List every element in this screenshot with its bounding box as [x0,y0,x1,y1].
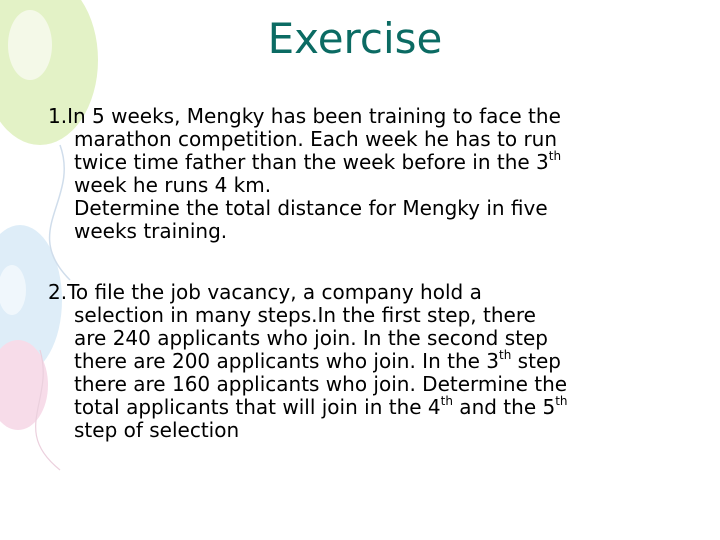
page-title: Exercise [267,14,443,63]
exercise-2-line-3: are 240 applicants who join. In the second step [74,326,548,350]
exercise-1 [48,105,688,243]
exercise-2-line-7: step of selection [74,418,240,442]
exercise-2-line-1: 2.To file the job vacancy, a company hold a [48,280,482,304]
exercise-2 [48,281,688,442]
ordinal-suffix: th [555,394,568,408]
ordinal-suffix: th [499,348,512,362]
ordinal-suffix: th [548,149,562,163]
exercise-2-line-2: selection in many steps.In the first step, there [74,303,536,327]
exercise-2-line-4: there are 200 applicants who join. In the 3th step [74,348,561,373]
exercise-1-line-3: twice time father than the week before in the 3th [74,149,562,174]
exercise-1-line-6: weeks training. [74,219,228,243]
ordinal-suffix: th [440,394,453,408]
exercise-1-line-1: 1.In 5 weeks, Mengky has been training to face the [48,104,561,128]
exercise-2-line-6: total applicants that will join in the 4th and the 5th [74,394,568,419]
exercise-2-line-5: there are 160 applicants who join. Determine the [74,372,568,396]
exercise-1-line-5: Determine the total distance for Mengky in five [74,196,548,220]
exercise-list [48,105,688,442]
exercise-1-line-4: week he runs 4 km. [74,173,272,197]
exercise-1-line-2: marathon competition. Each week he has to run [74,127,558,151]
